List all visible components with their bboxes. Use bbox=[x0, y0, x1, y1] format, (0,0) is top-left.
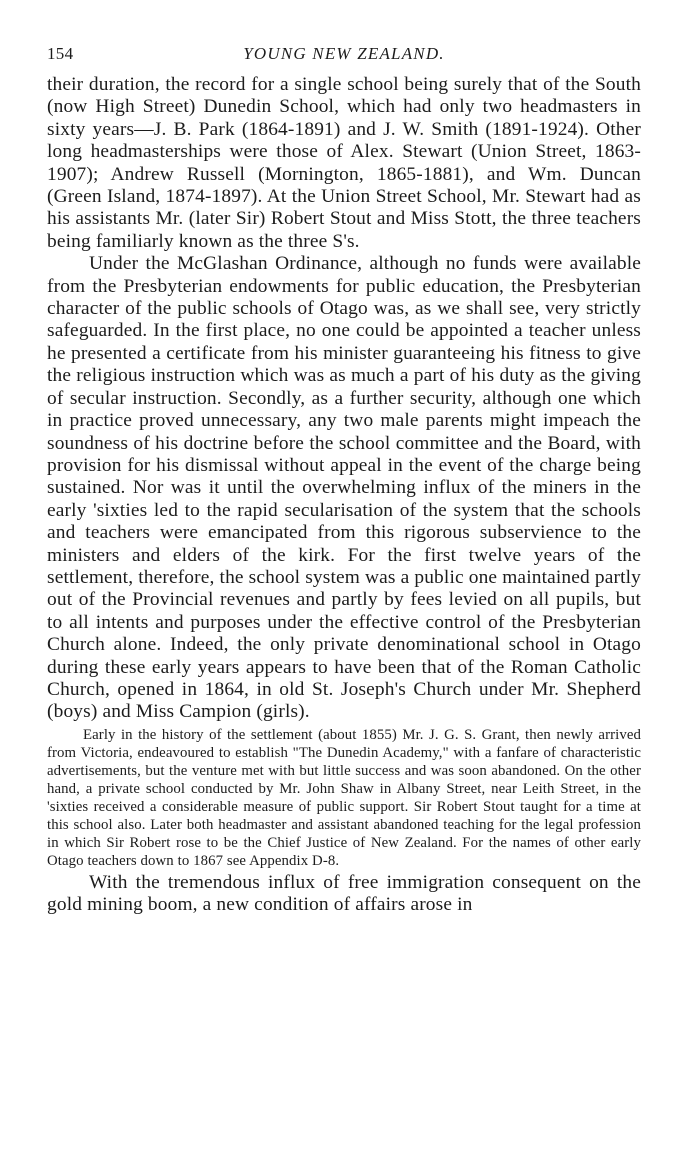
paragraph-gold-mining-influx: With the tremendous influx of free immigration consequent on the gold mining boom, a new condition of affairs arose in bbox=[47, 871, 641, 916]
book-page bbox=[47, 40, 641, 917]
paragraph-mcglashan-ordinance: Under the McGlashan Ordinance, although no funds were available from the Presbyterian endowments for public education, the Presbyterian character of the public schools of Otago was, as we shall see, very strictly safeguarded. In the first place, no one could be appointed a teacher unless he presented a certificate from his minister guaranteeing his fitness to give the religious instruction which was as much a part of his duty as the giving of secular instruction. Secondly, as a further security, although one which in practice proved unnecessary, any two male parents might impeach the soundness of his doctrine before the school committee and the Board, with provision for his dismissal without appeal in the event of the charge being sustained. Nor was it until the overwhelming influx of the miners in the early 'sixties led to the rapid secularisation of the system that the schools and teachers were emancipated from this rigorous subservience to the ministers and elders of the kirk. For the first twelve years of the settlement, therefore, the school system was a public one maintained partly out of the Provincial revenues and partly by fees levied on all pupils, but to all intents and purposes under the effective control of the Presbyterian Church alone. Indeed, the only private denominational school in Otago during these early years appears to have been that of the Roman Catholic Church, opened in 1864, in old St. Joseph's Church under Mr. Shepherd (boys) and Miss Campion (girls). bbox=[47, 253, 641, 723]
running-title: YOUNG NEW ZEALAND. bbox=[243, 44, 445, 63]
paragraph-small-print-note: Early in the history of the settlement (about 1855) Mr. J. G. S. Grant, then newly arrived from Victoria, endeavoured to establish "The Dunedin Academy," with a fanfare of characteristic advertisements, but the venture met with but little success and was soon abandoned. On the other hand, a private school conducted by Mr. John Shaw in Albany Street, near Leith Street, in the 'sixties received a considerable measure of public support. Sir Robert Stout taught for a time at this school also. Later both headmaster and assistant abandoned teaching for the legal profession in which Sir Robert rose to be the Chief Justice of New Zealand. For the names of other early Otago teachers down to 1867 see Appendix D-8. bbox=[47, 726, 641, 869]
body-text bbox=[47, 74, 641, 917]
page-header bbox=[47, 40, 641, 74]
paragraph-continuation: their duration, the record for a single school being surely that of the South (now High Street) Dunedin School, which had only two headmasters in sixty years—J. B. Park (1864-1891) and J. W. Smith (1891-1924). Other long headmasterships were those of Alex. Stewart (Union Street, 1863-1907); Andrew Russell (Mornington, 1865-1881), and Wm. Duncan (Green Island, 1874-1897). At the Union Street School, Mr. Stewart had as his assistants Mr. (later Sir) Robert Stout and Miss Stott, the three teachers being familiarly known as the three S's. bbox=[47, 74, 641, 252]
page-number: 154 bbox=[47, 44, 74, 63]
